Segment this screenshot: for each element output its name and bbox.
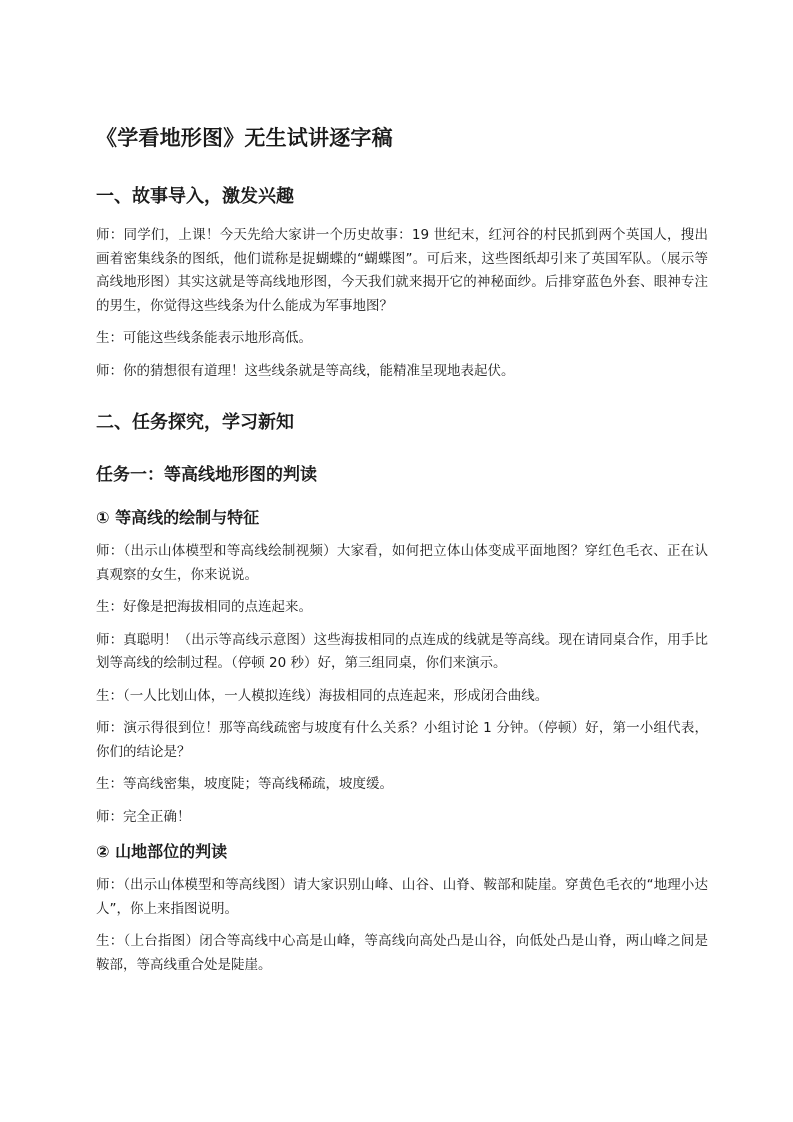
section-1-heading: 一、故事导入，激发兴趣 [96, 186, 294, 207]
paragraph: 师：你的猜想很有道理！这些线条就是等高线，能精准呈现地表起伏。 [96, 362, 515, 379]
subsection-1-heading: ① 等高线的绘制与特征 [96, 508, 260, 527]
document-body [96, 120, 708, 986]
paragraph: 师：演示得很到位！那等高线疏密与坡度有什么关系？小组讨论 1 分钟。（停顿）好，第一小组代表，你们的结论是？ [96, 720, 708, 760]
paragraph: 生：可能这些线条能表示地形高低。 [96, 330, 312, 346]
paragraph: 师：完全正确！ [96, 808, 191, 825]
paragraph: 生：好像是把海拔相同的点连起来。 [96, 599, 312, 615]
paragraph: 生：（一人比划山体，一人模拟连线）海拔相同的点连起来，形成闭合曲线。 [96, 687, 549, 704]
paragraph: 生：等高线密集，坡度陡；等高线稀疏，坡度缓。 [96, 776, 393, 792]
paragraph: 生：（上台指图）闭合等高线中心高是山峰，等高线向高处凸是山谷，向低处凸是山脊，两山峰之间是鞍部，等高线重合处是陡崖。 [96, 933, 708, 973]
document-title: 《学看地形图》无生试讲逐字稿 [96, 126, 393, 150]
task-1-heading: 任务一：等高线地形图的判读 [96, 465, 317, 485]
subsection-2-heading: ② 山地部位的判读 [96, 842, 228, 861]
paragraph: 师：（出示山体模型和等高线图）请大家识别山峰、山谷、山脊、鞍部和陡崖。穿黄色毛衣的“地理小达人”，你上来指图说明。 [96, 877, 708, 917]
paragraph: 师：同学们，上课！今天先给大家讲一个历史故事：19 世纪末，红河谷的村民抓到两个英国人，搜出画着密集线条的图纸，他们谎称是捉蝴蝶的“蝴蝶图”。可后来，这些图纸却引来了英国军队。（展示等高线地形图）其实这就是等高线地形图，今天我们就来揭开它的神秘面纱。后排穿蓝色外套、眼神专注的男生，你觉得这些线条为什么能成为军事地图？ [96, 227, 708, 314]
paragraph: 师：（出示山体模型和等高线绘制视频）大家看，如何把立体山体变成平面地图？穿红色毛衣、正在认真观察的女生，你来说说。 [96, 543, 708, 583]
paragraph: 师：真聪明！（出示等高线示意图）这些海拔相同的点连成的线就是等高线。现在请同桌合作，用手比划等高线的绘制过程。（停顿 20 秒）好，第三组同桌，你们来演示。 [96, 631, 708, 671]
section-2-heading: 二、任务探究，学习新知 [96, 412, 294, 433]
